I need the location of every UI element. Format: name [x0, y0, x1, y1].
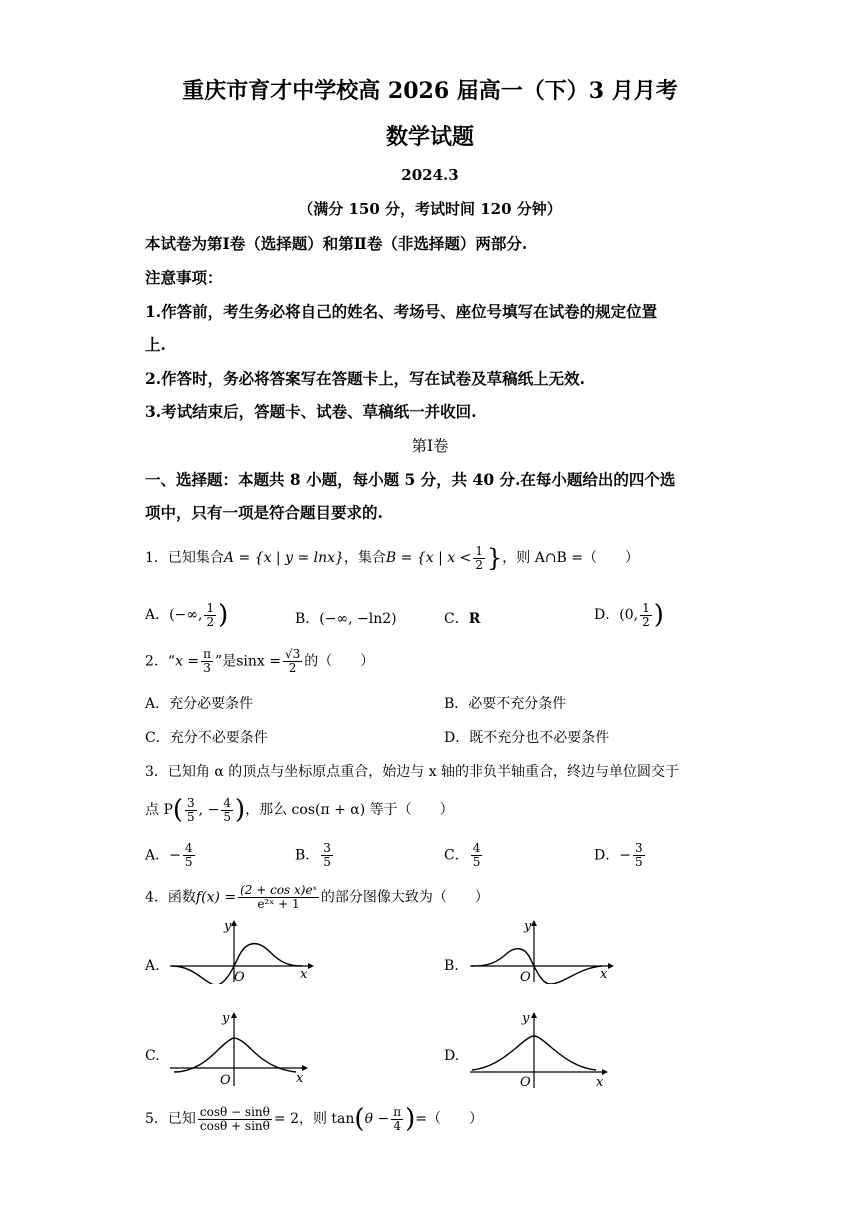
- note-item-2: 2.作答时，务必将答案写在答题卡上，写在试卷及草稿纸上无效.: [145, 369, 586, 388]
- q4-graph-a: [168, 918, 318, 984]
- q1-half: $\frac{1}{2}$: [475, 543, 483, 572]
- intro-text: 本试卷为第Ⅰ卷（选择题）和第Ⅱ卷（非选择题）两部分.: [145, 234, 528, 253]
- score-info: （满分 150 分，考试时间 120 分钟）: [298, 200, 562, 218]
- svg-text:y: y: [522, 1011, 530, 1026]
- question-3-point: 点 P( $\frac{3}{5}$ , − $\frac{4}{5}$ )，那么 cos(π + α) 等于（ ）: [145, 795, 454, 825]
- svg-text:x: x: [296, 1071, 304, 1086]
- q1-set-a: A = {x | y = lnx}: [223, 550, 344, 566]
- q4-graph-d: [468, 1008, 618, 1088]
- q4-option-a-label: A.: [145, 958, 160, 974]
- svg-text:y: y: [224, 919, 232, 934]
- question-1: 1．已知集合A = {x | y = lnx}，集合B = {x | x < $\frac{1}{2}$ }，则 A∩B =（ ）: [145, 543, 640, 572]
- exam-title: 重庆市育才中学校高 2026 届高一（下）3 月月考: [182, 78, 678, 104]
- q2-option-d: D．既不充分也不必要条件: [444, 730, 610, 746]
- q3-option-c: C． $\frac{4}{5}$: [444, 841, 481, 869]
- q1-mid: ，集合: [343, 550, 386, 566]
- svg-text:O: O: [220, 1073, 231, 1088]
- question-5: 5．已知 $\frac{\cos\theta - \sin\theta}{\cos\theta + \sin\theta}$ = 2，则 tan(θ − $\frac{\pi}{4}$ )=（ ）: [145, 1104, 483, 1134]
- notes-heading: 注意事项：: [145, 268, 223, 287]
- note-item-1: 1.作答前，考生务必将自己的姓名、考场号、座位号填写在试卷的规定位置: [145, 302, 658, 321]
- exam-subtitle: 数学试题: [385, 124, 474, 150]
- q3-option-a: A．− $\frac{4}{5}$: [145, 841, 193, 869]
- note-item-3: 3.考试结束后，答题卡、试卷、草稿纸一并收回.: [145, 402, 477, 421]
- q1-suffix: ，则 A∩B =（ ）: [502, 550, 640, 566]
- q4-graph-c: [168, 1008, 318, 1088]
- svg-text:y: y: [222, 1011, 230, 1026]
- section-heading-line2: 项中，只有一项是符合题目要求的.: [145, 503, 383, 522]
- q1-set-b: B = {x | x <: [385, 550, 472, 566]
- question-3: 3．已知角 α 的顶点与坐标原点重合，始边与 x 轴的非负半轴重合，终边与单位圆交于: [145, 764, 680, 780]
- q3-option-b: B． $\frac{3}{5}$: [295, 841, 331, 869]
- q1-option-b: B．(−∞, −ln2): [295, 611, 397, 627]
- q4-option-c-label: C.: [145, 1048, 160, 1064]
- svg-text:x: x: [300, 967, 308, 982]
- note-item-1-cont: 上.: [145, 335, 166, 354]
- q2-option-c: C．充分不必要条件: [145, 730, 268, 746]
- svg-text:O: O: [234, 970, 245, 984]
- exam-date: 2024.3: [401, 166, 459, 184]
- q3-option-d: D．− $\frac{3}{5}$: [594, 841, 643, 869]
- q1-option-c: C．R: [444, 611, 481, 627]
- svg-text:O: O: [520, 1075, 531, 1088]
- svg-text:y: y: [524, 919, 532, 934]
- svg-text:x: x: [600, 967, 608, 982]
- question-4: 4．函数f(x) = $\frac{\text{(2 + cos x)eˣ}}{\text{e²ˣ + 1}}$ 的部分图像大致为（ ）: [145, 883, 489, 911]
- question-2: 2．“x = $\frac{\pi}{3}$ ”是sinx = $\frac{√3}{2}$ 的（ ）: [145, 647, 375, 675]
- section-heading-line1: 一、选择题：本题共 8 小题，每小题 5 分，共 40 分.在每小题给出的四个选: [145, 470, 676, 489]
- q1-prefix: 1．已知集合: [145, 550, 224, 566]
- svg-text:O: O: [520, 970, 531, 984]
- q1-option-a: A．(−∞, $\frac{1}{2}$ ): [145, 600, 229, 630]
- q1-option-d: D．(0, $\frac{1}{2}$ ): [594, 600, 664, 630]
- q2-option-b: B．必要不充分条件: [444, 696, 567, 712]
- q4-graph-b: [468, 918, 618, 984]
- svg-text:x: x: [596, 1075, 604, 1088]
- volume-label: 第Ⅰ卷: [411, 437, 449, 455]
- q4-option-b-label: B.: [444, 958, 459, 974]
- q2-option-a: A．充分必要条件: [145, 696, 254, 712]
- q4-option-d-label: D.: [444, 1048, 460, 1064]
